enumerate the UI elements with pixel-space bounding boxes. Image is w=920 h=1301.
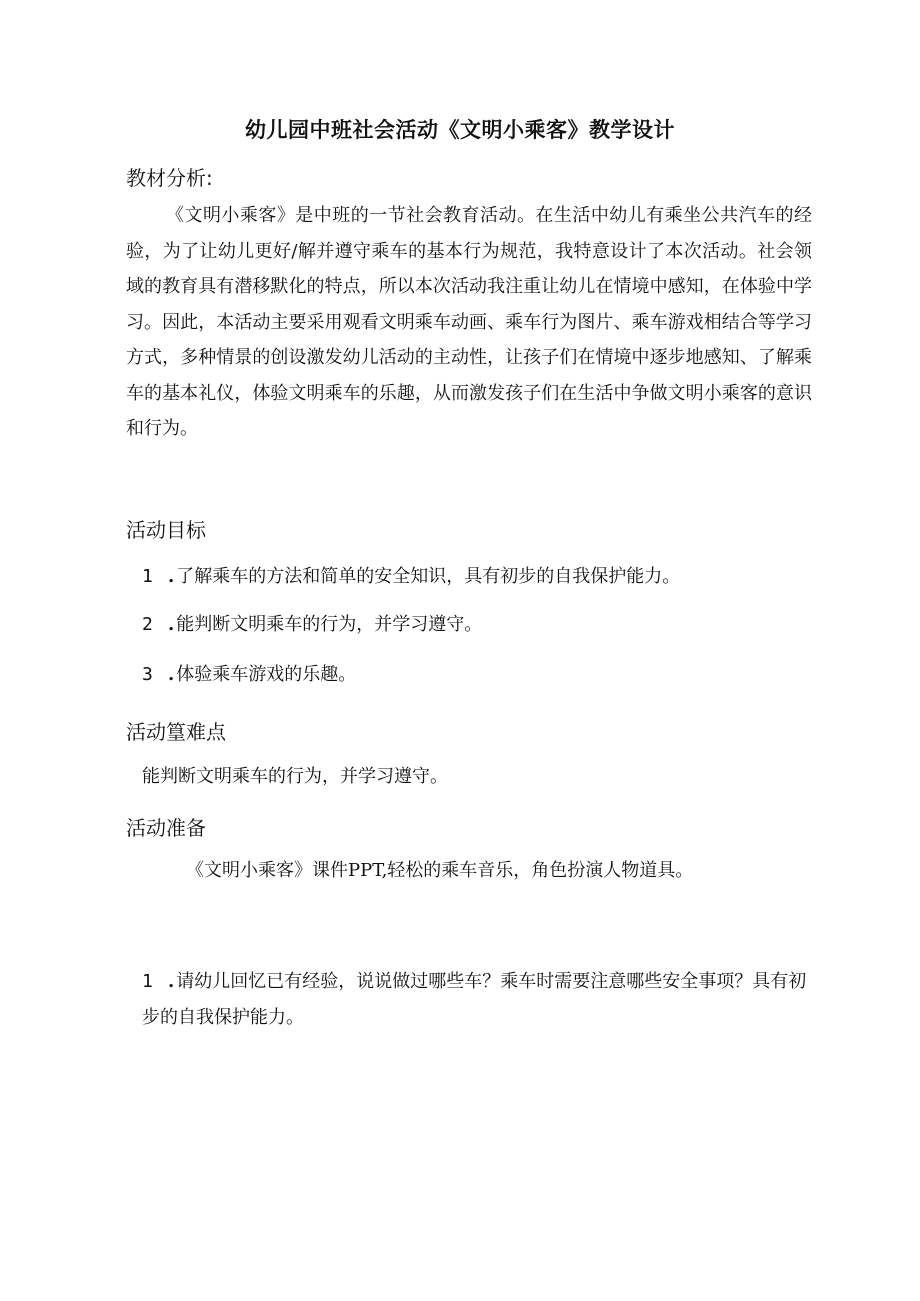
process-dot: .	[168, 971, 175, 992]
section-heading-goals: 活动目标	[126, 518, 206, 542]
goal-dot: .	[168, 614, 175, 635]
goal-text: 体验乘车游戏的乐趣。	[176, 664, 357, 685]
section-heading-analysis: 教材分析:	[126, 166, 213, 190]
goal-number: 3	[142, 664, 153, 685]
goal-text: 了解乘车的方法和简单的安全知识，具有初步的自我保护能力。	[176, 566, 681, 587]
goal-dot: .	[168, 566, 175, 587]
goal-dot: .	[168, 664, 175, 685]
process-text: 请幼儿回忆已有经验，说说做过哪些车？乘车时需要注意哪些安全事项？具有初步的自我保护能力。	[142, 971, 807, 1028]
goal-text: 能判断文明乘车的行为，并学习遵守。	[176, 614, 483, 635]
analysis-paragraph: 《文明小乘客》是中班的一节社会教育活动。在生活中幼儿有乘坐公共汽车的经验，为了让幼儿更好/解并遵守乘车的基本行为规范，我特意设计了本次活动。社会领域的教育具有潜移默化的特点，所以本次活动我注重让幼儿在情境中感知，在体验中学习。因此，本活动主要采用观看文明乘车动画、乘车行为图片、乘车游戏相结合等学习方式，多种情景的创设激发幼儿活动的主动性，让孩子们在情境中逐步地感知、了解乘车的基本礼仪，体验文明乘车的乐趣，从而激发孩子们在生活中争做文明小乘客的意识和行为。	[126, 205, 812, 439]
document-title: 幼儿园中班社会活动《文明小乘客》教学设计	[245, 118, 675, 142]
goal-item-1	[142, 562, 680, 588]
section-heading-preparation: 活动准备	[126, 816, 206, 840]
section-heading-key-points: 活动篁难点	[126, 720, 226, 744]
goal-item-2	[142, 610, 482, 636]
goal-number: 1	[142, 566, 153, 587]
process-item-1	[142, 964, 822, 1036]
process-number: 1	[142, 971, 153, 992]
preparation-text: 《文明小乘客》课件PPT,轻松的乘车音乐，角色扮演人物道具。	[186, 860, 694, 881]
goal-item-3	[142, 660, 356, 686]
goal-number: 2	[142, 614, 153, 635]
key-points-text: 能判断文明乘车的行为，并学习遵守。	[142, 766, 448, 787]
